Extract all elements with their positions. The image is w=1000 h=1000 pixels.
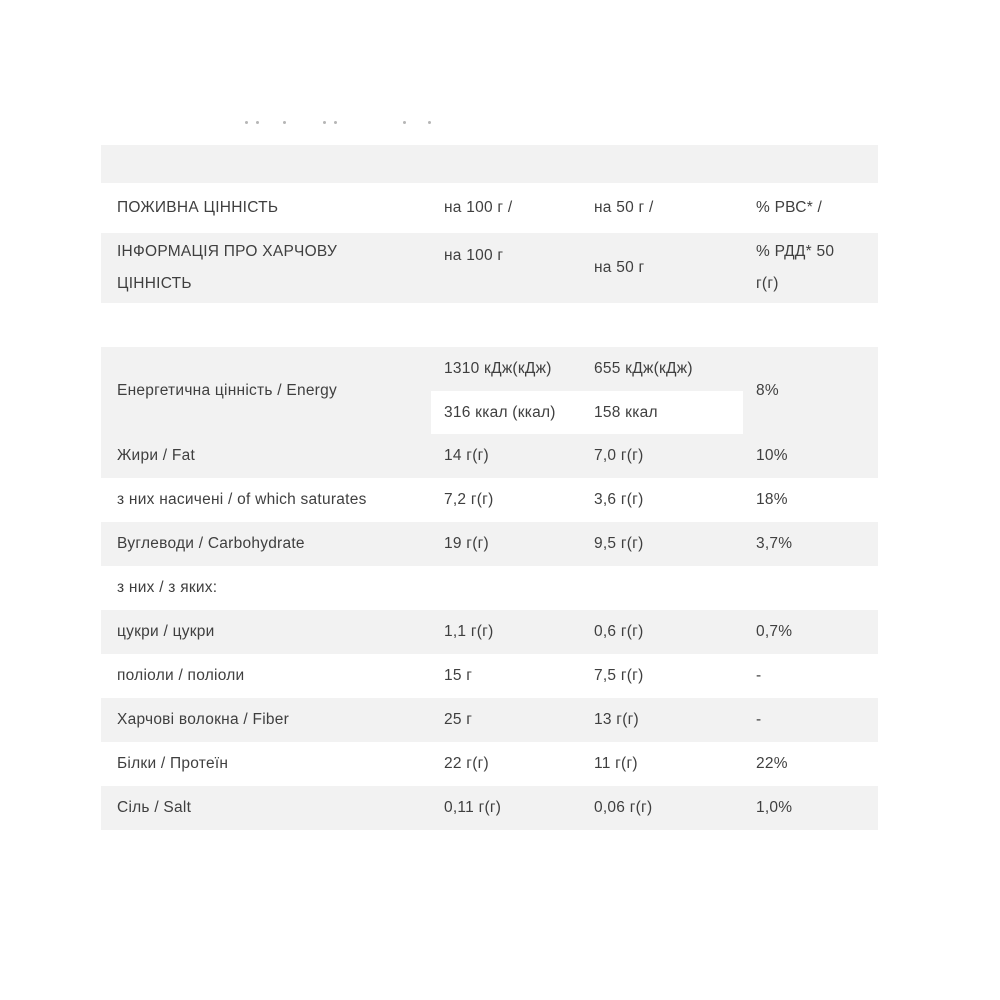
value-percent: -: [756, 711, 762, 729]
energy-kj-line: [431, 347, 743, 391]
table-row: [101, 566, 878, 610]
header-per-50g: на 50 г: [594, 259, 645, 277]
header-per-100g: на 100 г: [444, 247, 504, 264]
header-row-secondary: [101, 233, 878, 303]
table-body: [101, 434, 878, 830]
row-label: цукри / цукри: [117, 623, 215, 641]
row-label: Харчові волокна / Fiber: [117, 711, 290, 729]
value-per-100g: 14 г(г): [444, 447, 489, 465]
value-per-50g: 655 кДж(кДж): [594, 360, 693, 378]
row-label: Білки / Протеїн: [117, 755, 229, 773]
table-row: [101, 434, 878, 478]
clipped-text-dot: [334, 121, 337, 124]
clipped-text-dot: [256, 121, 259, 124]
clipped-text-dot: [283, 121, 286, 124]
table-row: [101, 786, 878, 830]
value-per-50g: 7,0 г(г): [594, 447, 644, 465]
row-label: Енергетична цінність / Energy: [117, 381, 337, 399]
value-per-100g: 316 ккал (ккал): [444, 403, 556, 421]
clipped-text-dot: [428, 121, 431, 124]
header-row-primary: [101, 183, 878, 233]
value-per-100g: 25 г: [444, 711, 473, 729]
value-percent: -: [756, 667, 762, 685]
value-percent: 8%: [756, 381, 779, 399]
value-per-50g: 3,6 г(г): [594, 491, 644, 509]
table-row: [101, 698, 878, 742]
energy-kcal-line: [431, 391, 743, 435]
table-gap: [101, 303, 878, 347]
header-percent: % РВС* /: [756, 199, 823, 217]
value-per-50g: 11 г(г): [594, 755, 638, 773]
value-percent: 1,0%: [756, 799, 793, 817]
table-row: [101, 742, 878, 786]
clipped-text-dot: [323, 121, 326, 124]
value-percent: 18%: [756, 491, 788, 509]
table-row: [101, 610, 878, 654]
value-percent: 3,7%: [756, 535, 793, 553]
header-label: ІНФОРМАЦІЯ ПРО ХАРЧОВУ ЦІННІСТЬ: [117, 243, 338, 292]
table-row-energy: [101, 347, 878, 434]
value-per-100g: 19 г(г): [444, 535, 489, 553]
value-per-100g: 1310 кДж(кДж): [444, 360, 552, 378]
row-label: з них / з яких:: [117, 579, 218, 597]
value-per-100g: 15 г: [444, 667, 473, 685]
value-per-50g: 158 ккал: [594, 403, 658, 421]
header-per-50g: на 50 г /: [594, 199, 654, 217]
row-label: з них насичені / of which saturates: [117, 491, 367, 509]
header-percent: % РДД* 50 г(г): [756, 243, 835, 292]
table-row: [101, 522, 878, 566]
value-percent: 10%: [756, 447, 788, 465]
table-row: [101, 478, 878, 522]
clipped-text-dot: [245, 121, 248, 124]
value-per-100g: 0,11 г(г): [444, 799, 502, 817]
value-per-50g: 7,5 г(г): [594, 667, 644, 685]
value-per-100g: 22 г(г): [444, 755, 489, 773]
row-label: Вуглеводи / Carbohydrate: [117, 535, 305, 553]
value-per-50g: 0,6 г(г): [594, 623, 644, 641]
header-per-100g: на 100 г /: [444, 199, 513, 217]
value-percent: 22%: [756, 755, 788, 773]
value-per-50g: 9,5 г(г): [594, 535, 644, 553]
value-percent: 0,7%: [756, 623, 793, 641]
value-per-50g: 13 г(г): [594, 711, 639, 729]
header-label: ПОЖИВНА ЦІННІСТЬ: [117, 199, 279, 217]
table-row: [101, 654, 878, 698]
clipped-text-dot: [403, 121, 406, 124]
row-label: Сіль / Salt: [117, 799, 192, 817]
value-per-100g: 1,1 г(г): [444, 623, 494, 641]
table-top-strip: [101, 145, 878, 183]
row-label: поліоли / поліоли: [117, 667, 245, 685]
row-label: Жири / Fat: [117, 447, 196, 465]
energy-values: [431, 347, 743, 434]
nutrition-table: [101, 145, 878, 830]
value-per-50g: 0,06 г(г): [594, 799, 653, 817]
value-per-100g: 7,2 г(г): [444, 491, 494, 509]
